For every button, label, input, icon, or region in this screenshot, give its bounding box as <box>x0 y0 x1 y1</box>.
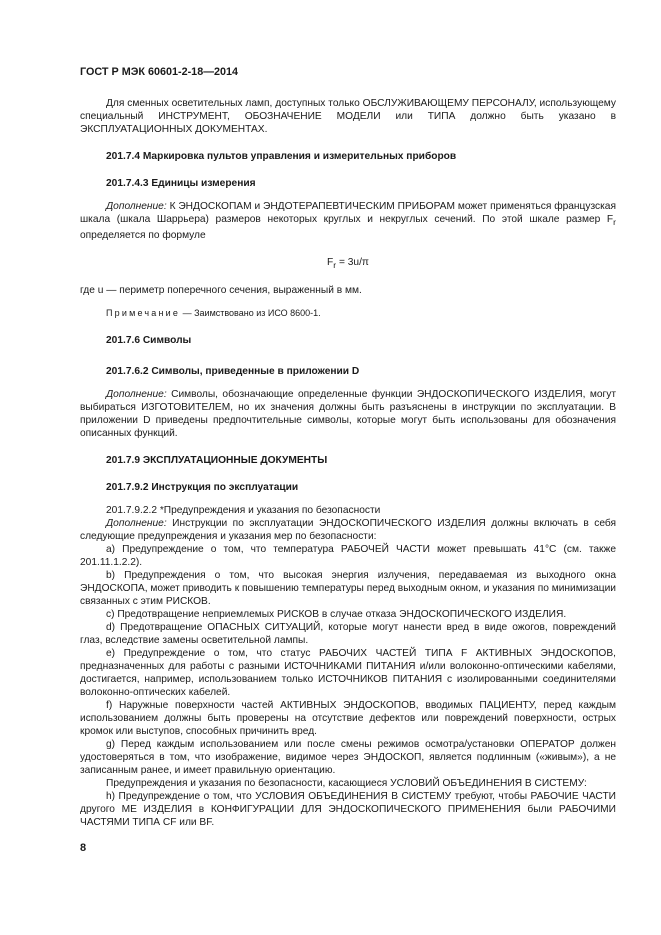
formula-lhs: F <box>327 257 334 269</box>
instructions-paragraph <box>80 517 616 543</box>
units-paragraph <box>80 200 616 242</box>
units-text-end: определяется по формуле <box>80 230 206 242</box>
standard-header: ГОСТ Р МЭК 60601-2-18—2014 <box>80 66 239 78</box>
units-text: К ЭНДОСКОПАМ и ЭНДОТЕРАПЕВТИЧЕСКИМ ПРИБОРАМ может применяться французская шкала (шкала Шаррьера) размеров некоторых круглых и некруглых сечений. По этой шкале размер F <box>80 201 616 225</box>
intro-paragraph: Для сменных осветительных ламп, доступных только ОБСЛУЖИВАЮЩЕМУ ПЕРСОНАЛУ, использующему специальный ИНСТРУМЕНТ, ОБОЗНАЧЕНИЕ МОДЕЛИ или ТИПА должно быть указано в ЭКСПЛУАТАЦИОННЫХ ДОКУМЕНТАХ. <box>80 98 616 135</box>
section-201-7-6: 201.7.6 Символы <box>106 335 192 347</box>
formula-rhs: = 3u/π <box>336 257 369 269</box>
list-item-b: b) Предупреждения о том, что высокая энергия излучения, передаваемая из выходного окна ЭНДОСКОПА, может приводить к повышению температуры перед выходным окном, и указания по минимизации связанных с этим РИСКОВ. <box>80 570 616 608</box>
section-201-7-6-2: 201.7.6.2 Символы, приведенные в приложении D <box>106 366 360 378</box>
document-page <box>80 66 616 829</box>
addition-label-2: Дополнение: <box>106 389 167 401</box>
units-subscript: r <box>613 217 616 228</box>
where-paragraph: где u — периметр поперечного сечения, выраженный в мм. <box>80 285 362 297</box>
section-201-7-9-2: 201.7.9.2 Инструкция по эксплуатации <box>106 482 299 494</box>
section-201-7-9-2-2: 201.7.9.2.2 *Предупреждения и указания по безопасности <box>106 505 381 517</box>
symbols-paragraph <box>80 388 616 440</box>
addition-label-3: Дополнение: <box>106 518 167 530</box>
section-201-7-4-3: 201.7.4.3 Единицы измерения <box>106 178 256 189</box>
note-label: Примечание <box>106 308 181 319</box>
list-item-g: g) Перед каждым использованием или после смены режимов осмотра/установки ОПЕРАТОР должен удостоверяться в том, что изображение, видимое через ЭНДОСКОП, является подлинным («живым»), а не записанным ранее, и имеет правильную ориентацию. <box>80 739 616 777</box>
list-item-a: a) Предупреждение о том, что температура РАБОЧЕЙ ЧАСТИ может превышать 41°С (см. также 201.11.1.2.2). <box>80 544 616 569</box>
addition-label: Дополнение: <box>106 201 167 212</box>
list-item-d: d) Предотвращение ОПАСНЫХ СИТУАЦИЙ, которые могут нанести вред в виде ожогов, повреждений глаз, вследствие замены осветительной лампы. <box>80 622 616 647</box>
list-item-e: e) Предупреждение о том, что статус РАБОЧИХ ЧАСТЕЙ ТИПА F АКТИВНЫХ ЭНДОСКОПОВ, предназначенных для работы с разными ИСТОЧНИКАМИ ПИТАНИЯ и/или волоконно-оптическими кабелями, достигается, например, использованием только ИСТОЧНИКОВ ПИТАНИЯ с изолированными соединителями волоконно-оптических кабелей. <box>80 648 616 699</box>
instructions-text: Инструкции по эксплуатации ЭНДОСКОПИЧЕСКОГО ИЗДЕЛИЯ должны включать в себя следующие предупреждения и указания мер по безопасности: <box>80 518 616 543</box>
formula-sub: r <box>333 260 337 271</box>
list-item-h: h) Предупреждение о том, что УСЛОВИЯ ОБЪЕДИНЕНИЯ В СИСТЕМУ требуют, чтобы РАБОЧИЕ ЧАСТИ другого МЕ ИЗДЕЛИЯ в КОНФИГУРАЦИИ ДЛЯ ЭНДОСКОПИЧЕСКОГО ПРИМЕНЕНИЯ были РАБОЧИМИ ЧАСТЯМИ ТИПА CF или BF. <box>80 791 616 829</box>
page-number: 8 <box>80 842 87 854</box>
list-item-f: f) Наружные поверхности частей АКТИВНЫХ ЭНДОСКОПОВ, вводимых ПАЦИЕНТУ, перед каждым использованием должны быть проверены на отсутствие дефектов или повреждений поверхности, острых кромок или выступов, способных причинить вред. <box>80 700 616 738</box>
list-item-c: c) Предотвращение неприемлемых РИСКОВ в случае отказа ЭНДОСКОПИЧЕСКОГО ИЗДЕЛИЯ. <box>106 609 567 621</box>
section-201-7-9: 201.7.9 ЭКСПЛУАТАЦИОННЫЕ ДОКУМЕНТЫ <box>106 455 328 467</box>
note <box>80 307 616 320</box>
system-intro-paragraph: Предупреждения и указания по безопасности, касающиеся УСЛОВИЙ ОБЪЕДИНЕНИЯ В СИСТЕМУ: <box>106 778 587 790</box>
note-text: — Заимствовано из ИСО 8600-1. <box>180 308 321 319</box>
section-201-7-4: 201.7.4 Маркировка пультов управления и измерительных приборов <box>106 151 457 162</box>
formula <box>80 256 616 272</box>
symbols-text: Символы, обозначающие определенные функции ЭНДОСКОПИЧЕСКОГО ИЗДЕЛИЯ, могут выбираться ИЗГОТОВИТЕЛЕМ, но их значения должны быть разъяснены в инструкции по эксплуатации. В приложении D приведены предпочтительные символы, которые могут быть использованы для обозначения описанных функций. <box>80 389 616 440</box>
